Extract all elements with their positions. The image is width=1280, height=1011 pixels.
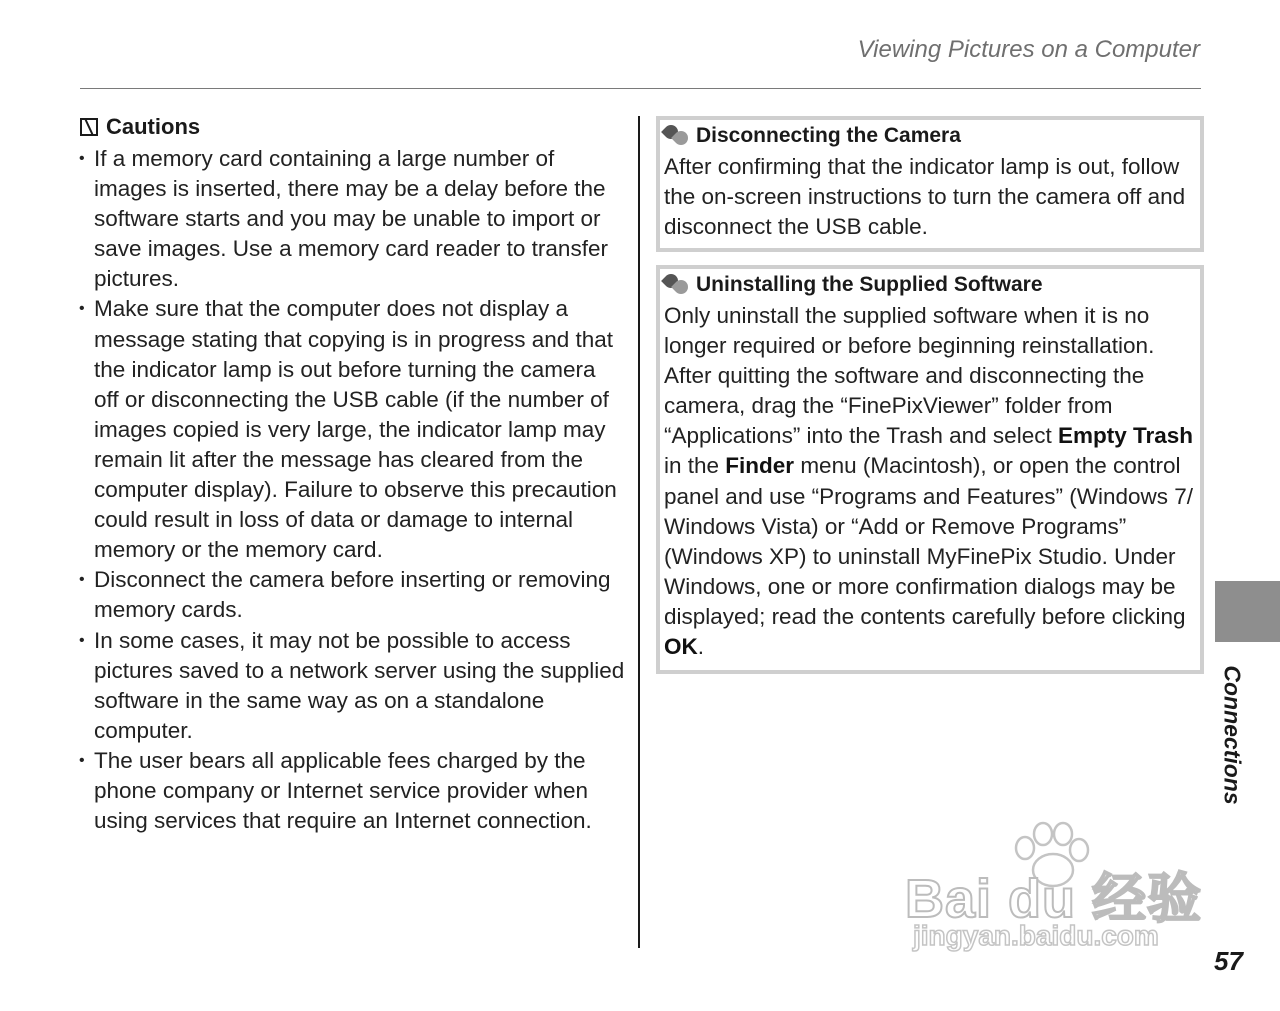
uninstalling-heading-label: Uninstalling the Supplied Software (696, 273, 1043, 296)
disconnecting-heading (664, 124, 1194, 148)
cautions-section (80, 114, 625, 836)
uninstalling-body (664, 301, 1194, 662)
watermark (905, 820, 1205, 960)
caution-item: • In some cases, it may not be possible to access pictures saved to a network server using the supplied software in the same way as on a standalone computer. (80, 626, 625, 746)
caution-item: • Make sure that the computer does not display a message stating that copying is in progress and that the indicator lamp is out before turning the camera off or disconnecting the USB cable (if the number of images copied is very large, the indicator lamp may remain lit after the message has cleared from the computer display). Failure to observe this precaution could result in loss of data or damage to internal memory or the memory card. (80, 294, 625, 565)
disconnecting-camera-box (656, 116, 1204, 252)
cautions-heading-label: Cautions (106, 114, 201, 139)
empty-trash-term: Empty Trash (1057, 423, 1194, 449)
column-divider (638, 116, 640, 948)
header-divider (80, 88, 1201, 89)
page-number: 57 (1214, 946, 1243, 976)
watermark-url: jingyan.baidu.com (913, 920, 1159, 951)
uninstalling-software-box (656, 265, 1204, 674)
disconnecting-body: After confirming that the indicator lamp is out, follow the on-screen instructions to turn the camera off and disconnect the USB cable. (664, 154, 1186, 240)
cautions-heading (80, 114, 625, 140)
caution-item: • The user bears all applicable fees charged by the phone company or Internet service provider when using services that require an Internet connection. (80, 746, 625, 836)
caution-icon (80, 118, 98, 136)
uninstalling-text-part1: Only uninstall the supplied software when it is no longer required or before beginning reinstallation. After quitting the software and disconnecting the camera, drag the “FinePixViewer” folder from “Applications” into the Trash and select (664, 303, 1155, 449)
uninstalling-text-part3: menu (Macintosh), or open the control panel and use “Programs and Features” (Windows 7/ Windows Vista) or “Add or Remove Programs” (Windows XP) to uninstall MyFinePix Studio. Under Windows, one or more confirmation dialogs may be displayed; read the contents carefully before clicking (664, 453, 1194, 629)
section-side-label-text: Connections (1219, 665, 1246, 805)
uninstalling-heading (664, 273, 1194, 297)
watermark-logo: Bai du 经验 (905, 869, 1203, 929)
cautions-list (80, 144, 625, 836)
uninstalling-text-part2: in the (664, 453, 726, 479)
hint-icon (664, 125, 692, 147)
page-header-title: Viewing Pictures on a Computer (857, 36, 1200, 63)
hint-icon (664, 274, 692, 296)
ok-term: OK (664, 634, 698, 660)
caution-item: • Disconnect the camera before inserting or removing memory cards. (80, 565, 625, 625)
caution-item: • If a memory card containing a large number of images is inserted, there may be a delay before the software starts and you may be unable to import or save images. Use a memory card reader to transfer pictures. (80, 144, 625, 294)
section-side-label (1212, 655, 1252, 815)
section-tab-marker (1215, 581, 1280, 642)
finder-term: Finder (725, 453, 795, 479)
disconnecting-heading-label: Disconnecting the Camera (696, 124, 961, 147)
uninstalling-text-end: . (697, 634, 705, 660)
